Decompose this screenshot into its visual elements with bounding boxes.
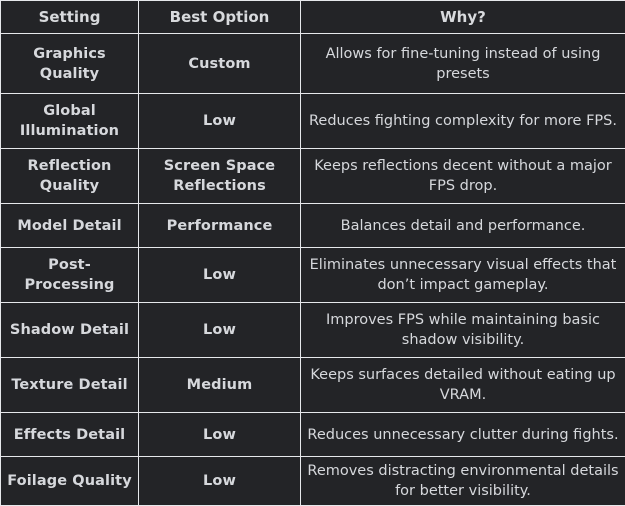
- option-cell: Low: [139, 303, 301, 358]
- why-cell: Allows for fine-tuning instead of using presets: [301, 34, 625, 94]
- table-header: [1, 1, 625, 34]
- setting-cell: Post-Processing: [1, 248, 139, 303]
- header-setting: Setting: [1, 1, 139, 34]
- table-body: [1, 34, 625, 506]
- why-cell: Reduces unnecessary clutter during fights.: [301, 413, 625, 457]
- why-cell: Removes distracting environmental details for better visibility.: [301, 457, 625, 506]
- setting-cell: Texture Detail: [1, 358, 139, 413]
- table-row: [1, 303, 625, 358]
- setting-cell: Effects Detail: [1, 413, 139, 457]
- table-row: [1, 358, 625, 413]
- header-why: Why?: [301, 1, 625, 34]
- why-cell: Improves FPS while maintaining basic shadow visibility.: [301, 303, 625, 358]
- option-cell: Low: [139, 413, 301, 457]
- table-row: [1, 149, 625, 204]
- setting-cell: Model Detail: [1, 204, 139, 248]
- setting-cell: Global Illumination: [1, 94, 139, 149]
- option-cell: Screen Space Reflections: [139, 149, 301, 204]
- option-cell: Performance: [139, 204, 301, 248]
- table-row: [1, 457, 625, 506]
- setting-cell: Shadow Detail: [1, 303, 139, 358]
- option-cell: Low: [139, 457, 301, 506]
- why-cell: Reduces fighting complexity for more FPS.: [301, 94, 625, 149]
- header-row: [1, 1, 625, 34]
- table-row: [1, 204, 625, 248]
- setting-cell: Graphics Quality: [1, 34, 139, 94]
- table-row: [1, 413, 625, 457]
- option-cell: Medium: [139, 358, 301, 413]
- why-cell: Keeps surfaces detailed without eating up VRAM.: [301, 358, 625, 413]
- setting-cell: Reflection Quality: [1, 149, 139, 204]
- table-row: [1, 248, 625, 303]
- option-cell: Low: [139, 94, 301, 149]
- option-cell: Custom: [139, 34, 301, 94]
- header-best-option: Best Option: [139, 1, 301, 34]
- table-row: [1, 34, 625, 94]
- why-cell: Eliminates unnecessary visual effects that don’t impact gameplay.: [301, 248, 625, 303]
- table-row: [1, 94, 625, 149]
- why-cell: Balances detail and performance.: [301, 204, 625, 248]
- setting-cell: Foilage Quality: [1, 457, 139, 506]
- option-cell: Low: [139, 248, 301, 303]
- why-cell: Keeps reflections decent without a major FPS drop.: [301, 149, 625, 204]
